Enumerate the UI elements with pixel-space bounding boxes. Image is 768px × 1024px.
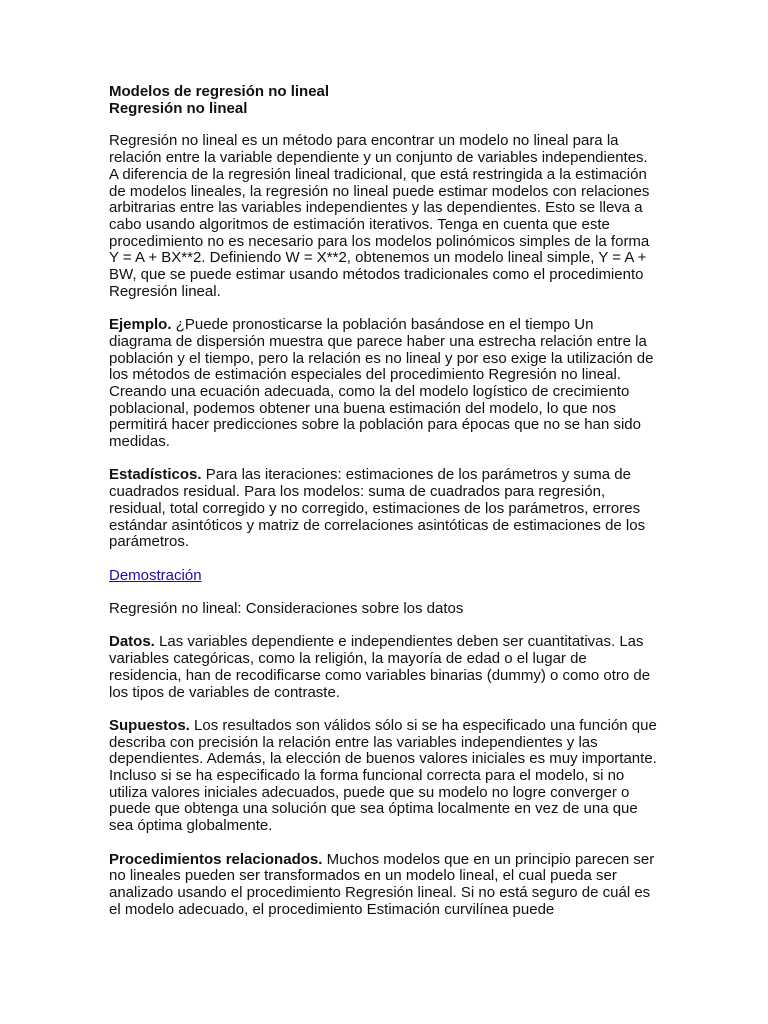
intro-paragraph: Regresión no lineal es un método para encontrar un modelo no lineal para la relación entre la variable dependiente y un conjunto de variables independientes. A diferencia de la regresión lineal tradicional, que está restringida a la estimación de modelos lineales, la regresión no lineal puede estimar modelos con relaciones arbitrarias entre las variables independientes y las dependientes. Esto se lleva a cabo usando algoritmos de estimación iterativos. Tenga en cuenta que este procedimiento no es necesario para los modelos polinómicos simples de la forma Y = A + BX**2. Definiendo W = X**2, obtenemos un modelo lineal simple, Y = A + BW, que se puede estimar usando métodos tradicionales como el procedimiento Regresión lineal. — [109, 132, 650, 300]
datos-paragraph — [109, 634, 659, 701]
ejemplo-lead: Ejemplo. — [109, 316, 172, 334]
estadisticos-lead: Estadísticos. — [109, 466, 202, 484]
datos-body: Las variables dependiente e independientes deben ser cuantitativas. Las variables categóricas, como la religión, la mayoría de edad o el lugar de residencia, han de recodificarse como variables binarias (dummy) o como otro de los tipos de variables de contraste. — [109, 633, 651, 701]
supuestos-paragraph — [109, 718, 659, 835]
demostracion-link[interactable]: Demostración — [109, 566, 202, 584]
ejemplo-paragraph — [109, 317, 659, 451]
procedimientos-body: Muchos modelos que en un principio parecen ser no lineales pueden ser transformados en un modelo lineal, el cual pueda ser analizado usando el procedimiento Regresión lineal. Si no está seguro de cuál es el modelo adecuado, el procedimiento Estimación curvilínea puede — [109, 850, 655, 918]
document-subtitle: Regresión no lineal — [109, 99, 248, 117]
procedimientos-paragraph — [109, 852, 659, 919]
document-title: Modelos de regresión no lineal — [109, 83, 330, 100]
estadisticos-body: Para las iteraciones: estimaciones de los parámetros y suma de cuadrados residual. Para los modelos: suma de cuadrados para regresión, residual, total corregido y no corregido, estimaciones de los parámetros, errores estándar asintóticos y matriz de correlaciones asintóticas de estimaciones de los parámetros. — [109, 466, 646, 551]
supuestos-lead: Supuestos. — [109, 716, 190, 734]
ejemplo-body: ¿Puede pronosticarse la población basándose en el tiempo Un diagrama de dispersión muestra que parece haber una estrecha relación entre la población y el tiempo, pero la relación es no lineal y por eso exige la utilización de los métodos de estimación especiales del procedimiento Regresión no lineal. Creando una ecuación adecuada, como la del modelo logístico de crecimiento poblacional, podemos obtener una buena estimación del modelo, lo que nos permitirá hacer predicciones sobre la población para épocas que no se han sido medidas. — [109, 316, 654, 451]
datos-lead: Datos. — [109, 633, 155, 651]
supuestos-body: Los resultados son válidos sólo si se ha especificado una función que describa con precisión la relación entre las variables independientes y las dependientes. Además, la elección de buenos valores iniciales es muy importante. Incluso si se ha especificado la forma funcional correcta para el modelo, si no utiliza valores iniciales adecuados, puede que su modelo no logre converger o puede que obtenga una solución que sea óptima localmente en vez de una que sea óptima globalmente. — [109, 716, 657, 835]
demo-link-paragraph — [109, 568, 659, 585]
considerations-heading: Regresión no lineal: Consideraciones sobre los datos — [109, 600, 464, 618]
document-page — [109, 84, 659, 935]
estadisticos-paragraph — [109, 467, 659, 551]
procedimientos-lead: Procedimientos relacionados. — [109, 850, 323, 868]
